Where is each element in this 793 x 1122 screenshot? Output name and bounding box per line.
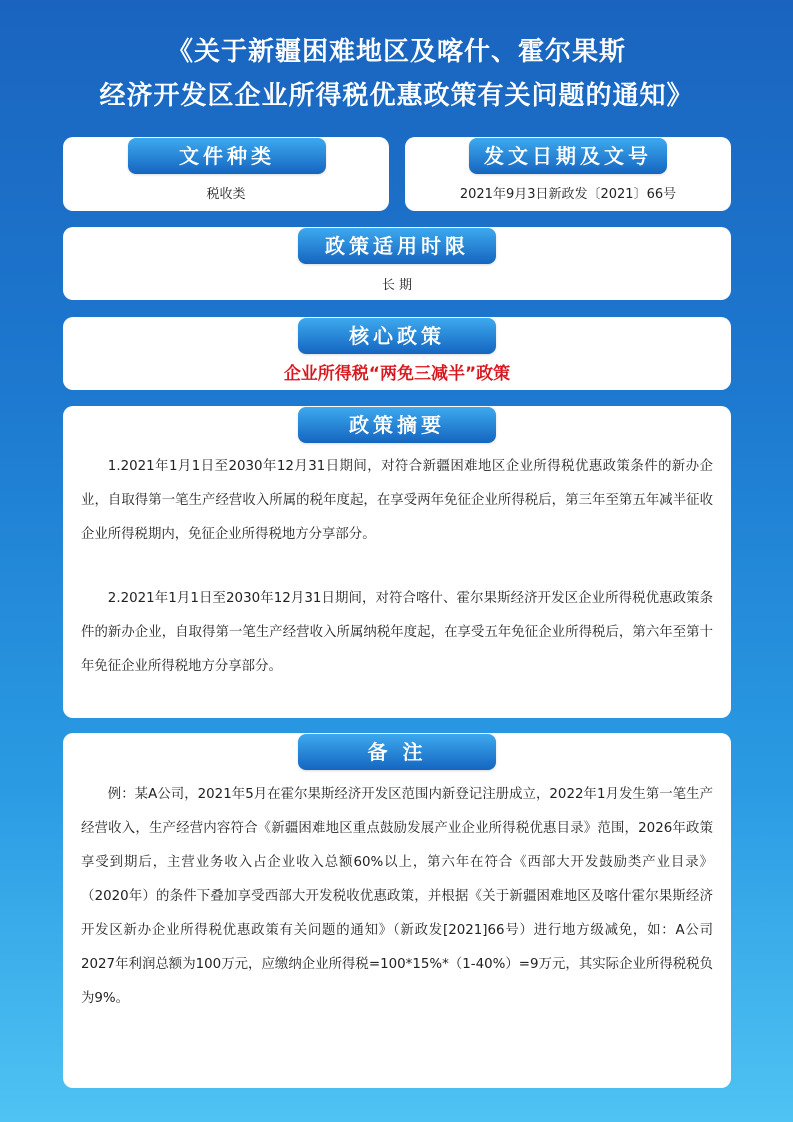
notes-card <box>63 733 731 1088</box>
title-line-2: 经济开发区企业所得税优惠政策有关问题的通知》 <box>99 81 694 111</box>
issue-info-label: 发文日期及文号 <box>469 138 667 174</box>
file-type-label: 文件种类 <box>128 138 326 174</box>
notes-label: 备 注 <box>298 734 496 770</box>
summary-card <box>63 406 731 718</box>
title-line-1: 《关于新疆困难地区及喀什、霍尔果斯 <box>166 37 626 67</box>
term-value: 长 期 <box>381 278 413 293</box>
summary-label: 政策摘要 <box>298 407 496 443</box>
summary-paragraph-2: 2.2021年1月1日至2030年12月31日期间，对符合喀什、霍尔果斯经济开发区企业所得税优惠政策条件的新办企业，自取得第一笔生产经营收入所属纳税年度起，在享受五年免征企业所得税后，第六年至第十年免征企业所得税地方分享部分。 <box>81 591 713 674</box>
page-title <box>0 30 793 118</box>
core-policy-label: 核心政策 <box>298 318 496 354</box>
issue-info-value: 2021年9月3日新政发〔2021〕66号 <box>459 187 677 202</box>
core-policy-value: 企业所得税“两免三减半”政策 <box>283 364 511 384</box>
summary-paragraph-1: 1.2021年1月1日至2030年12月31日期间，对符合新疆困难地区企业所得税优惠政策条件的新办企业，自取得第一笔生产经营收入所属的税年度起，在享受两年免征企业所得税后，第三年至第五年减半征收企业所得税期内，免征企业所得税地方分享部分。 <box>81 459 713 542</box>
notes-text: 例：某A公司，2021年5月在霍尔果斯经济开发区范围内新登记注册成立，2022年1月发生第一笔生产经营收入，生产经营内容符合《新疆困难地区重点鼓励发展产业企业所得税优惠目录》范围，2026年政策享受到期后，主营业务收入占企业收入总额60%以上，第六年在符合《西部大开发鼓励类产业目录》（2020年）的条件下叠加享受西部大开发税收优惠政策，并根据《关于新疆困难地区及喀什霍尔果斯经济开发区新办企业所得税优惠政策有关问题的通知》（新政发[2021]66号）进行地方级减免，如：A公司2027年利润总额为100万元，应缴纳企业所得税=100*15%*（1-40%）=9万元，其实际企业所得税税负为9%。 <box>81 787 713 1006</box>
term-label: 政策适用时限 <box>298 228 496 264</box>
file-type-value: 税收类 <box>206 187 246 202</box>
